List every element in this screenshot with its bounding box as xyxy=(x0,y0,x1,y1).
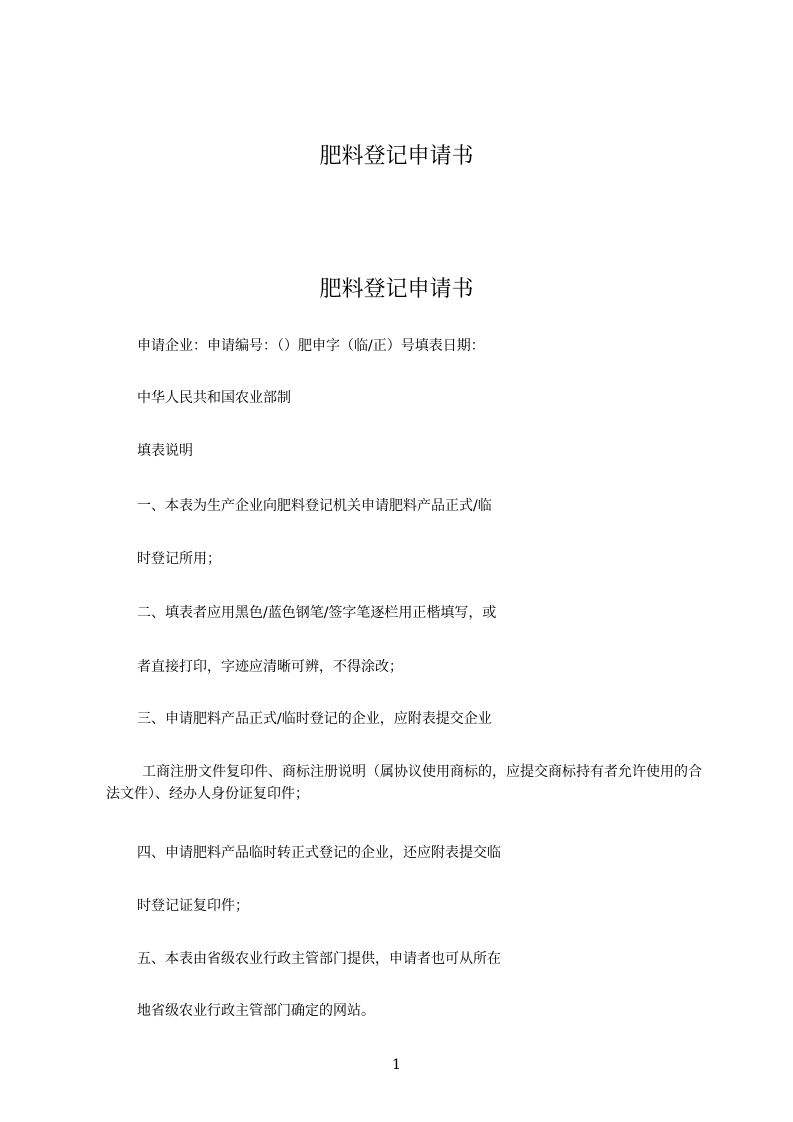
document-header-title: 肥料登记申请书 xyxy=(319,144,474,169)
instruction-1-line-1: 一、本表为生产企业向肥料登记机关申请肥料产品正式/临 xyxy=(137,498,492,514)
document-main-title: 肥料登记申请书 xyxy=(319,277,474,302)
applicant-info-line: 申请企业：申请编号：（）肥申字（临/正）号填表日期： xyxy=(137,338,485,354)
instructions-heading: 填表说明 xyxy=(137,443,193,459)
instruction-2-line-1: 二、填表者应用黑色/蓝色钢笔/签字笔逐栏用正楷填写，或 xyxy=(137,605,497,621)
instruction-5-line-1: 五、本表由省级农业行政主管部门提供，申请者也可从所在 xyxy=(137,951,501,967)
instruction-5-line-2: 地省级农业行政主管部门确定的网站。 xyxy=(137,1003,375,1019)
instruction-4-line-2: 时登记证复印件； xyxy=(137,898,249,914)
issuer-line: 中华人民共和国农业部制 xyxy=(137,390,291,406)
page-number: 1 xyxy=(392,1057,401,1073)
instruction-3-line-1: 三、申请肥料产品正式/临时登记的企业，应附表提交企业 xyxy=(137,711,492,727)
instruction-4-line-1: 四、申请肥料产品临时转正式登记的企业，还应附表提交临 xyxy=(137,845,501,861)
instruction-1-line-2: 时登记所用； xyxy=(137,551,221,567)
instruction-3-line-2: 工商注册文件复印件、商标注册说明（属协议使用商标的，应提交商标持有者允许使用的合法文件）、经办人身份证复印件； xyxy=(106,764,702,802)
instruction-2-line-2: 者直接打印，字迹应清晰可辨，不得涂改； xyxy=(137,659,403,675)
